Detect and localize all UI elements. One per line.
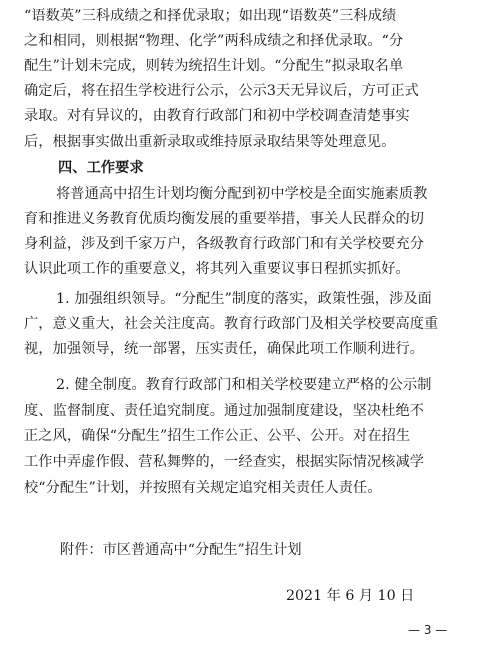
paragraph-line: 配生”计划未完成，则转为统招生计划。“分配生”拟录取名单 — [24, 58, 404, 74]
paragraph-line: 广，意义重大，社会关注度高。教育行政部门及相关学校要高度重 — [24, 316, 439, 332]
paragraph-line: 身利益，涉及到千家万户，各级教育行政部门和有关学校要充分 — [24, 236, 425, 252]
paragraph-line: “语数英”三科成绩之和择优录取；如出现“语数英”三科成绩 — [24, 8, 397, 24]
attachment-note: 附件：市区普通高中“分配生”招生计划 — [60, 542, 302, 558]
paragraph-line: 确定后，将在招生学校进行公示，公示3天无异议后，方可正式 — [24, 83, 419, 99]
paragraph-line: 录取。对有异议的，由教育行政部门和初中学校调查清楚事实 — [24, 108, 410, 124]
paragraph-line: 度、监督制度、责任追究制度。通过加强制度建设，坚决杜绝不 — [24, 403, 425, 419]
page-number: — 3 — — [408, 623, 448, 637]
paragraph-line: 正之风，确保“分配生”招生工作公正、公平、公开。对在招生 — [24, 428, 411, 444]
paragraph-line: 之和相同，则根据“物理、化学”两科成绩之和择优录取。“分 — [24, 33, 404, 49]
paragraph-line: 将普通高中招生计划均衡分配到初中学校是全面实施素质教 — [56, 186, 428, 202]
paragraph-line: 2. 健全制度。教育行政部门和相关学校要建立严格的公示制 — [56, 377, 432, 393]
paragraph-line: 后，根据事实做出重新录取或维持原录取结果等处理意见。 — [24, 134, 396, 150]
paragraph-line: 校“分配生”计划，并按照有关规定追究相关责任人责任。 — [24, 480, 382, 496]
section-heading: 四、工作要求 — [58, 160, 144, 176]
paragraph-line: 工作中弄虚作假、营私舞弊的，一经查实，根据实际情况核减学 — [24, 454, 425, 470]
paragraph-line: 1. 加强组织领导。“分配生”制度的落实，政策性强，涉及面 — [56, 291, 432, 307]
paragraph-line: 认识此项工作的重要意义，将其列入重要议事日程抓实抓好。 — [24, 261, 410, 277]
document-date: 2021 年 6 月 10 日 — [286, 588, 415, 604]
paragraph-line: 育和推进义务教育优质均衡发展的重要举措，事关人民群众的切 — [24, 211, 425, 227]
paragraph-line: 视，加强领导，统一部署，压实责任，确保此项工作顺利进行。 — [24, 341, 425, 357]
